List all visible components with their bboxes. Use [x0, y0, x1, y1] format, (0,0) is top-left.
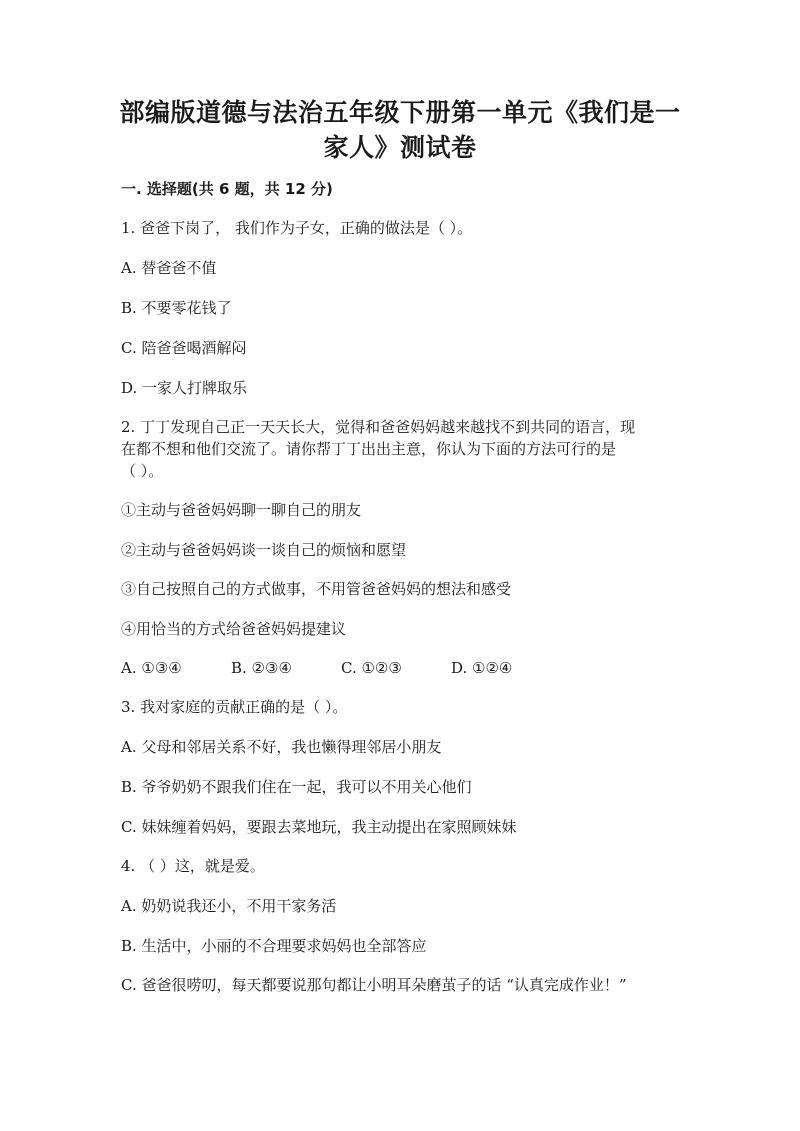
question-2-item-2: ②主动与爸爸妈妈谈一谈自己的烦恼和愿望: [121, 541, 407, 559]
question-2-option-c: C. ①②③: [341, 659, 402, 677]
page-title-line-2: 家人》测试卷: [323, 133, 477, 162]
section-heading: 一. 选择题(共 6 题，共 12 分): [121, 180, 333, 198]
question-4-option-b: B. 生活中，小丽的不合理要求妈妈也全部答应: [121, 937, 427, 955]
question-3-option-c: C. 妹妹缠着妈妈，要跟去菜地玩，我主动提出在家照顾妹妹: [121, 818, 517, 836]
question-4-option-c: C. 爸爸很唠叨，每天都要说那句都让小明耳朵磨茧子的话 “认真完成作业！”: [121, 976, 627, 994]
question-2-option-b: B. ②③④: [231, 659, 292, 677]
question-1-stem: 1. 爸爸下岗了， 我们作为子女，正确的做法是（ ）。: [121, 219, 473, 237]
question-2-option-d: D. ①②④: [451, 659, 513, 677]
question-4-stem: 4. （ ）这，就是爱。: [121, 857, 265, 875]
question-1-option-c: C. 陪爸爸喝酒解闷: [121, 339, 247, 357]
question-1-option-b: B. 不要零花钱了: [121, 299, 232, 317]
question-1-option-d: D. 一家人打牌取乐: [121, 379, 248, 397]
question-2-option-a: A. ①③④: [121, 659, 182, 677]
question-3-option-b: B. 爷爷奶奶不跟我们住在一起，我可以不用关心他们: [121, 778, 472, 796]
question-2-stem-line-1: 2. 丁丁发现自己正一天天长大，觉得和爸爸妈妈越来越找不到共同的语言，现: [121, 418, 636, 436]
question-3-option-a: A. 父母和邻居关系不好，我也懒得理邻居小朋友: [121, 738, 442, 756]
question-3-stem: 3. 我对家庭的贡献正确的是（ ）。: [121, 698, 348, 716]
question-2-item-4: ④用恰当的方式给爸爸妈妈提建议: [121, 620, 347, 638]
question-2-stem-line-3: （ ）。: [121, 462, 164, 480]
question-4-option-a: A. 奶奶说我还小，不用干家务活: [121, 897, 337, 915]
question-2-stem-line-2: 在都不想和他们交流了。请你帮丁丁出出主意，你认为下面的方法可行的是: [121, 440, 617, 458]
question-1-option-a: A. 替爸爸不值: [121, 259, 217, 277]
question-2-item-3: ③自己按照自己的方式做事，不用管爸爸妈妈的想法和感受: [121, 580, 512, 598]
page-title-line-1: 部编版道德与法治五年级下册第一单元《我们是一: [119, 98, 681, 127]
question-2-options: [121, 657, 561, 679]
question-2-item-1: ①主动与爸爸妈妈聊一聊自己的朋友: [121, 501, 362, 519]
